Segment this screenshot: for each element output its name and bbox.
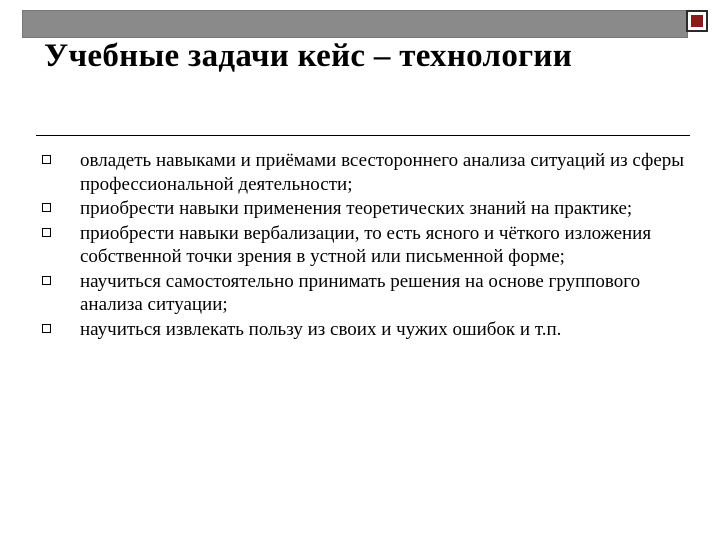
list-item-text: овладеть навыками и приёмами всестороннего анализа ситуаций из сферы профессиональной деятельности;	[80, 150, 685, 195]
list-item	[42, 318, 692, 342]
list-item-text: научиться извлекать пользу из своих и чужих ошибок и т.п.	[80, 318, 562, 340]
list-item-text: научиться самостоятельно принимать решения на основе группового анализа ситуации;	[80, 270, 641, 315]
top-decorative-band	[22, 10, 688, 38]
corner-accent-square	[691, 15, 703, 27]
hollow-square-icon	[42, 203, 51, 212]
list-item	[42, 197, 692, 221]
list-item	[42, 222, 692, 269]
hollow-square-icon	[42, 324, 51, 333]
hollow-square-icon	[42, 228, 51, 237]
list-item	[42, 270, 692, 317]
title-divider	[36, 135, 690, 136]
hollow-square-icon	[42, 155, 51, 164]
slide-title: Учебные задачи кейс – технологии	[44, 38, 573, 74]
list-item	[42, 149, 692, 196]
corner-decoration	[686, 10, 708, 32]
bullet-list	[42, 149, 692, 342]
list-item-text: приобрести навыки вербализации, то есть ясного и чёткого изложения собственной точки зрения в устной или письменной форме;	[80, 222, 652, 267]
hollow-square-icon	[42, 276, 51, 285]
list-item-text: приобрести навыки применения теоретических знаний на практике;	[80, 198, 633, 219]
